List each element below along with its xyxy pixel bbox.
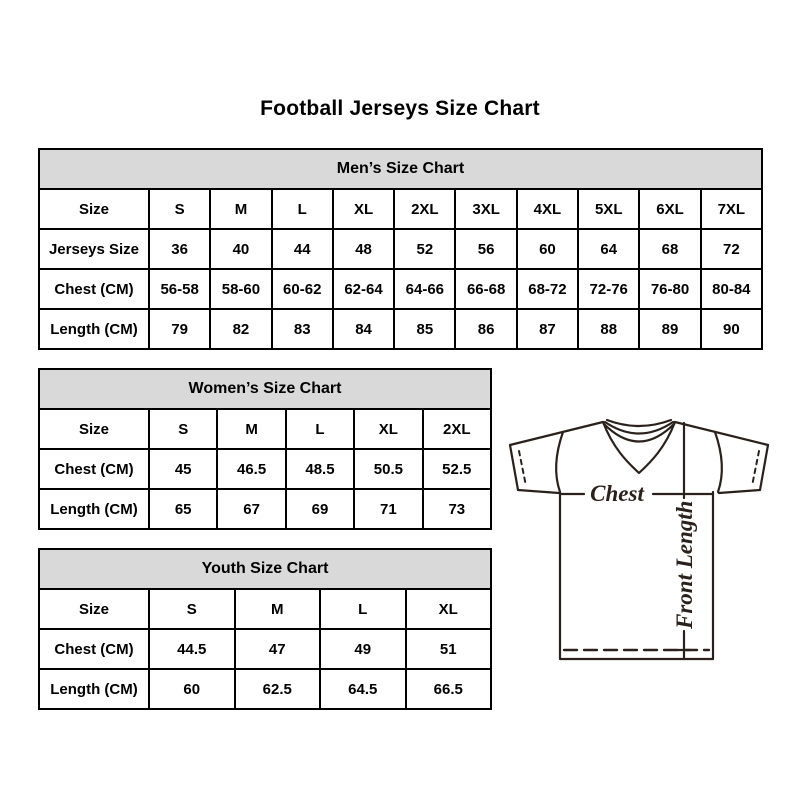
mens-row-label-0: Size <box>39 189 149 229</box>
womens-row-1 <box>39 449 491 489</box>
mens-cell-2-1: 56-58 <box>149 269 210 309</box>
mens-row-label-3: Length (CM) <box>39 309 149 349</box>
youth-cell-1-3: 49 <box>320 629 406 669</box>
mens-cell-2-2: 58-60 <box>210 269 271 309</box>
mens-row-0 <box>39 189 762 229</box>
youth-cell-2-4: 66.5 <box>406 669 492 709</box>
jersey-measurement-diagram <box>503 398 775 670</box>
youth-cell-2-2: 62.5 <box>235 669 321 709</box>
mens-cell-2-7: 68-72 <box>517 269 578 309</box>
womens-size-table <box>38 368 492 530</box>
youth-table-title: Youth Size Chart <box>39 549 491 589</box>
mens-table-title: Men’s Size Chart <box>39 149 762 189</box>
youth-row-2 <box>39 669 491 709</box>
womens-cell-0-1: S <box>149 409 217 449</box>
mens-cell-1-2: 40 <box>210 229 271 269</box>
mens-cell-1-10: 72 <box>701 229 762 269</box>
youth-size-table <box>38 548 492 710</box>
youth-size-table-slot <box>38 548 492 710</box>
jersey-diagram-svg <box>503 398 775 670</box>
youth-row-label-1: Chest (CM) <box>39 629 149 669</box>
womens-cell-0-3: L <box>286 409 354 449</box>
womens-size-table-slot <box>38 368 492 530</box>
mens-cell-0-1: S <box>149 189 210 229</box>
mens-cell-3-9: 89 <box>639 309 700 349</box>
youth-cell-0-2: M <box>235 589 321 629</box>
mens-cell-0-8: 5XL <box>578 189 639 229</box>
mens-row-2 <box>39 269 762 309</box>
womens-table-header-row <box>39 369 491 409</box>
womens-table-title: Women’s Size Chart <box>39 369 491 409</box>
womens-cell-0-4: XL <box>354 409 422 449</box>
mens-cell-0-4: XL <box>333 189 394 229</box>
youth-cell-1-1: 44.5 <box>149 629 235 669</box>
jersey-left-sleeve <box>510 432 563 493</box>
youth-cell-0-4: XL <box>406 589 492 629</box>
womens-cell-0-2: M <box>217 409 285 449</box>
mens-row-3 <box>39 309 762 349</box>
mens-cell-3-7: 87 <box>517 309 578 349</box>
mens-cell-0-9: 6XL <box>639 189 700 229</box>
mens-cell-3-4: 84 <box>333 309 394 349</box>
mens-cell-3-6: 86 <box>455 309 516 349</box>
mens-cell-1-6: 56 <box>455 229 516 269</box>
womens-cell-1-4: 50.5 <box>354 449 422 489</box>
womens-row-label-0: Size <box>39 409 149 449</box>
youth-cell-1-4: 51 <box>406 629 492 669</box>
womens-cell-2-4: 71 <box>354 489 422 529</box>
mens-cell-0-10: 7XL <box>701 189 762 229</box>
mens-cell-2-3: 60-62 <box>272 269 333 309</box>
mens-cell-1-5: 52 <box>394 229 455 269</box>
mens-cell-2-6: 66-68 <box>455 269 516 309</box>
womens-row-0 <box>39 409 491 449</box>
mens-cell-1-3: 44 <box>272 229 333 269</box>
mens-cell-2-9: 76-80 <box>639 269 700 309</box>
mens-size-table-slot <box>38 148 763 350</box>
jersey-right-sleeve <box>715 432 768 493</box>
youth-row-label-2: Length (CM) <box>39 669 149 709</box>
mens-cell-2-10: 80-84 <box>701 269 762 309</box>
womens-cell-0-5: 2XL <box>423 409 491 449</box>
mens-cell-3-2: 82 <box>210 309 271 349</box>
womens-cell-2-5: 73 <box>423 489 491 529</box>
womens-cell-2-2: 67 <box>217 489 285 529</box>
mens-row-1 <box>39 229 762 269</box>
mens-cell-2-8: 72-76 <box>578 269 639 309</box>
mens-cell-0-7: 4XL <box>517 189 578 229</box>
womens-row-label-1: Chest (CM) <box>39 449 149 489</box>
mens-cell-3-10: 90 <box>701 309 762 349</box>
womens-cell-1-1: 45 <box>149 449 217 489</box>
womens-row-2 <box>39 489 491 529</box>
youth-row-label-0: Size <box>39 589 149 629</box>
mens-cell-1-9: 68 <box>639 229 700 269</box>
mens-table-header-row <box>39 149 762 189</box>
mens-cell-1-7: 60 <box>517 229 578 269</box>
jersey-collar <box>603 420 675 473</box>
womens-row-label-2: Length (CM) <box>39 489 149 529</box>
page-title: Football Jerseys Size Chart <box>260 97 540 120</box>
youth-table-header-row <box>39 549 491 589</box>
youth-cell-2-3: 64.5 <box>320 669 406 709</box>
youth-row-1 <box>39 629 491 669</box>
youth-cell-0-3: L <box>320 589 406 629</box>
womens-cell-1-2: 46.5 <box>217 449 285 489</box>
mens-cell-2-4: 62-64 <box>333 269 394 309</box>
mens-cell-1-4: 48 <box>333 229 394 269</box>
youth-cell-2-1: 60 <box>149 669 235 709</box>
mens-cell-1-1: 36 <box>149 229 210 269</box>
mens-cell-0-2: M <box>210 189 271 229</box>
womens-cell-1-5: 52.5 <box>423 449 491 489</box>
mens-cell-3-8: 88 <box>578 309 639 349</box>
youth-row-0 <box>39 589 491 629</box>
mens-cell-0-5: 2XL <box>394 189 455 229</box>
chest-label: Chest <box>590 481 644 506</box>
front-length-label: Front Length <box>672 500 697 629</box>
youth-cell-1-2: 47 <box>235 629 321 669</box>
womens-cell-1-3: 48.5 <box>286 449 354 489</box>
mens-cell-3-1: 79 <box>149 309 210 349</box>
mens-size-table <box>38 148 763 350</box>
mens-cell-0-6: 3XL <box>455 189 516 229</box>
mens-cell-3-3: 83 <box>272 309 333 349</box>
mens-cell-0-3: L <box>272 189 333 229</box>
womens-cell-2-3: 69 <box>286 489 354 529</box>
mens-cell-1-8: 64 <box>578 229 639 269</box>
youth-cell-0-1: S <box>149 589 235 629</box>
womens-cell-2-1: 65 <box>149 489 217 529</box>
mens-row-label-2: Chest (CM) <box>39 269 149 309</box>
mens-cell-2-5: 64-66 <box>394 269 455 309</box>
mens-row-label-1: Jerseys Size <box>39 229 149 269</box>
mens-cell-3-5: 85 <box>394 309 455 349</box>
